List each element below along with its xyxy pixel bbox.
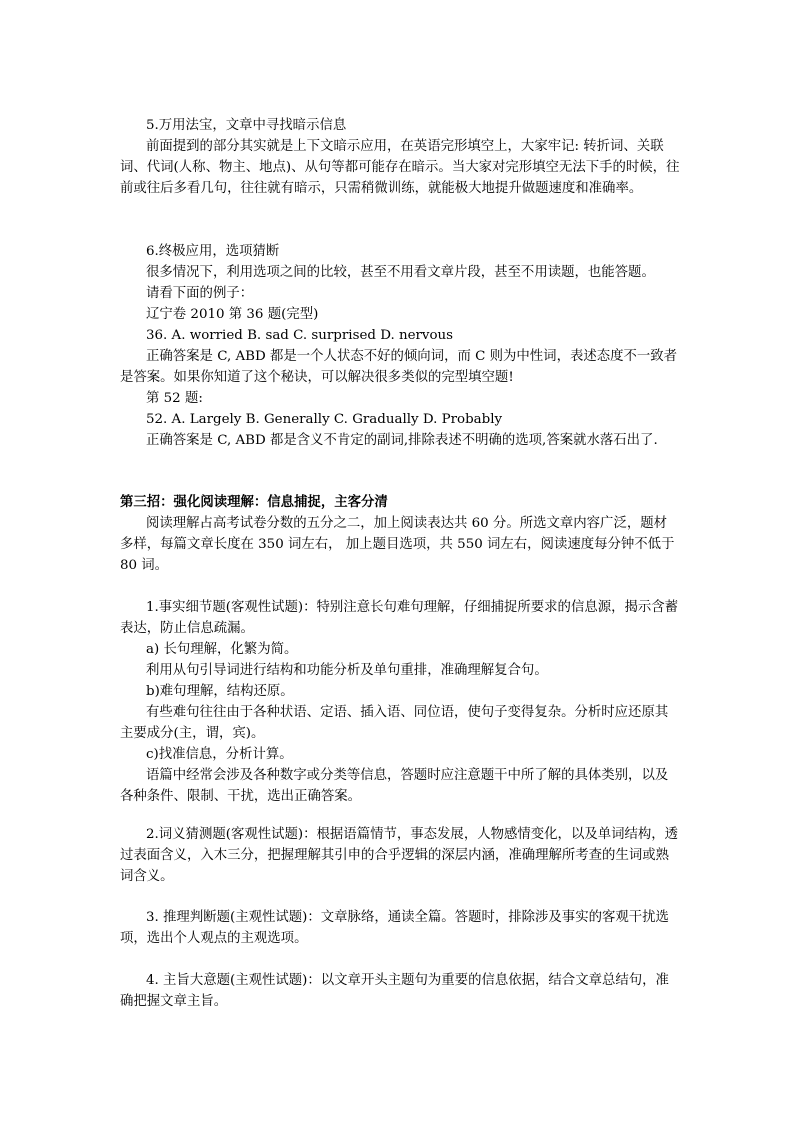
item1-c-label: c)找准信息，分析计算。 — [146, 747, 293, 762]
section5-paragraph: 前面提到的部分其实就是上下文暗示应用，在英语完形填空上，大家牢记: 转折词、关联词、代词(人称、物主、地点)、从句等都可能存在暗示。当大家对完形填空无法下手的时候，往前或往后多看几句，往往就有暗示，只需稍微训练，就能极大地提升做题速度和准确率。 — [120, 139, 680, 196]
question-36: 36. A. worried B. sad C. surprised D. nervous — [146, 328, 454, 343]
item1-title: 1.事实细节题(客观性试题)：特别注意长句难句理解，仔细捕捉所要求的信息源，揭示含蓄表达，防止信息疏漏。 — [120, 600, 679, 636]
item1-a-label: a) 长句理解，化繁为简。 — [146, 642, 298, 657]
item4-text: 4. 主旨大意题(主观性试题)：以文章开头主题句为重要的信息依据，结合文章总结句，准确把握文章主旨。 — [120, 973, 669, 1009]
question-52-label: 第 52 题: — [146, 391, 203, 406]
item2-text: 2.词义猜测题(客观性试题)：根据语篇情节，事态发展，人物感情变化，以及单词结构，透过表面含义，入木三分，把握理解其引申的合乎逻辑的深层内涵，准确理解所考查的生词或熟词含义。 — [120, 827, 679, 884]
section-intro: 阅读理解占高考试卷分数的五分之二，加上阅读表达共 60 分。所选文章内容广泛，题材多样，每篇文章长度在 350 词左右， 加上题目选项，共 550 词左右，阅读速度每分钟不低于 80 词。 — [120, 516, 675, 573]
item1-b-text: 有些难句往往由于各种状语、定语、插入语、同位语，使句子变得复杂。分析时应还原其主要成分(主，谓，宾)。 — [120, 705, 669, 741]
item3-text: 3. 推理判断题(主观性试题)：文章脉络，通读全篇。答题时，排除涉及事实的客观干扰选项，选出个人观点的主观选项。 — [120, 910, 669, 946]
section-heading: 第三招：强化阅读理解：信息捕捉，主客分清 — [120, 494, 388, 510]
item1-c-text: 语篇中经常会涉及各种数字或分类等信息，答题时应注意题干中所了解的具体类别，以及各种条件、限制、干扰，选出正确答案。 — [120, 768, 669, 804]
section6-line1: 很多情况下，利用选项之间的比较，甚至不用看文章片段，甚至不用读题，也能答题。 — [146, 265, 655, 280]
section6-line3: 辽宁卷 2010 第 36 题(完型) — [146, 307, 319, 322]
section6-line2: 请看下面的例子： — [146, 286, 254, 301]
answer-36: 正确答案是 C, ABD 都是一个人状态不好的倾向词，而 C 则为中性词，表述态度不一致者是答案。如果你知道了这个秘诀，可以解决很多类似的完型填空题! — [120, 349, 678, 385]
section6-title: 6.终极应用，选项猜断 — [146, 244, 280, 259]
item1-b-label: b)难句理解，结构还原。 — [146, 684, 294, 699]
item1-a-text: 利用从句引导词进行结构和功能分析及单句重排，准确理解复合句。 — [146, 663, 548, 678]
answer-52: 正确答案是 C, ABD 都是含义不肯定的副词,排除表述不明确的选项,答案就水落石出了. — [146, 433, 658, 448]
question-52: 52. A. Largely B. Generally C. Gradually D. Probably — [146, 412, 503, 427]
section5-title: 5.万用法宝，文章中寻找暗示信息 — [146, 118, 347, 133]
